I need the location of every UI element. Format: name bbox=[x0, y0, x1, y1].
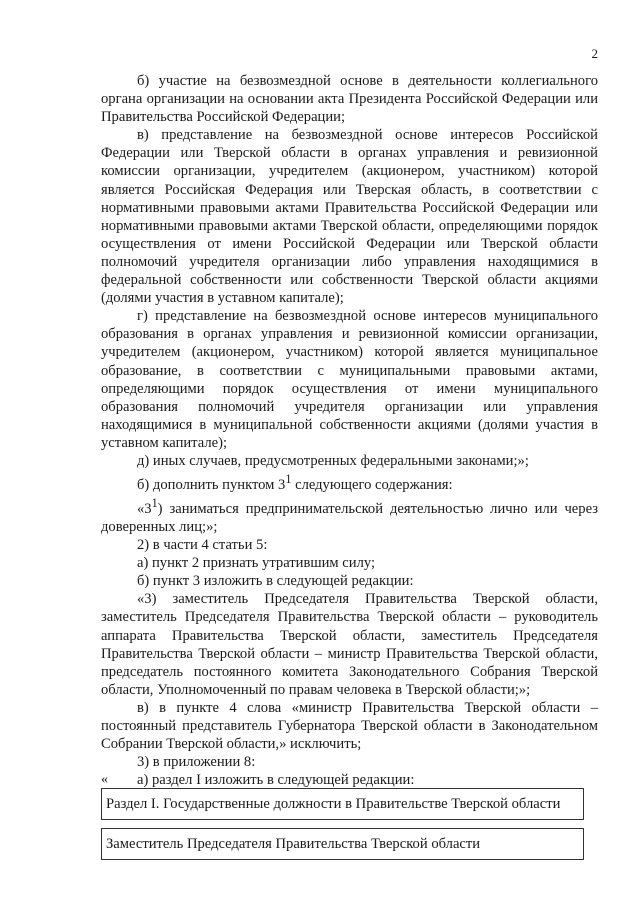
table-row bbox=[102, 789, 584, 820]
paragraph: в) представление на безвозмездной основе интересов Российской Федерации или Тверской области в органах управления и ревизионной комиссии организации, учредителем (акционером, участником) которой является Российская Федерация или Тверская область, в соответствии с нормативными правовыми актами Правительства Российской Федерации или нормативными правовыми актами Тверской области, определяющими порядок осуществления от имени Российской Федерации или Тверской области полномочий учредителя организации либо управления находящимися в федеральной собственности или собственности Тверской области акциями (долями участия в уставном капитале); bbox=[101, 127, 598, 307]
paragraph-supplement bbox=[101, 470, 598, 494]
document-body bbox=[101, 72, 598, 789]
paragraph: а) пункт 2 признать утратившим силу; bbox=[137, 555, 376, 572]
text-fragment: следующего содержания: bbox=[291, 476, 453, 493]
page-number: 2 bbox=[591, 46, 598, 61]
paragraph: в) в пункте 4 слова «министр Правительства Тверской области – постоянный представитель Губернатора Тверской области в Законодательном Собрании Тверской области,» исключить; bbox=[101, 699, 598, 753]
paragraph-quote bbox=[101, 494, 598, 536]
paragraph: б) участие на безвозмездной основе в деятельности коллегиального органа организации на основании акта Президента Российской Федерации или Правительства Российской Федерации; bbox=[101, 73, 598, 126]
paragraph: 2) в части 4 статьи 5: bbox=[137, 537, 268, 554]
positions-table bbox=[101, 788, 584, 860]
text-fragment: ) заниматься предпринимательской деятельностью лично или через доверенных лиц;»; bbox=[101, 500, 598, 535]
table-row bbox=[102, 829, 584, 860]
paragraph: г) представление на безвозмездной основе интересов муниципального образования в органах управления и ревизионной комиссии организации, учредителем (акционером, участником) которой является муниципальное образование, в соответствии с муниципальными правовыми актами, определяющими порядок осуществления от имени муниципального образования полномочий учредителя организации или управления находящимися в муниципальной собственности акциями (долями участия в уставном капитале); bbox=[101, 308, 598, 451]
paragraph: «3) заместитель Председателя Правительства Тверской области, заместитель Председателя Правительства Тверской области – руководитель аппарата Правительства Тверской области, заместитель Председателя Правительства Тверской области – министр Правительства Тверской области, председатель постоянного комитета Законодательного Собрания Тверской области, Уполномоченный по правам человека в Тверской области;»; bbox=[101, 591, 598, 698]
text-fragment: б) дополнить пунктом 3 bbox=[137, 476, 286, 493]
superscript: 1 bbox=[285, 472, 292, 487]
text-fragment: «3 bbox=[137, 500, 152, 517]
paragraph: б) пункт 3 изложить в следующей редакции: bbox=[137, 573, 414, 590]
quote-mark: « bbox=[101, 772, 108, 787]
superscript: 1 bbox=[151, 496, 158, 511]
paragraph: 3) в приложении 8: bbox=[137, 754, 256, 771]
table-cell-position: Заместитель Председателя Правительства Тверской области bbox=[102, 829, 584, 860]
paragraph: д) иных случаев, предусмотренных федеральными законами;»; bbox=[137, 452, 529, 469]
table-spacer bbox=[102, 820, 584, 829]
table-cell-section-title: Раздел I. Государственные должности в Правительстве Тверской области bbox=[102, 789, 584, 820]
paragraph: а) раздел I изложить в следующей редакции: bbox=[137, 772, 415, 789]
